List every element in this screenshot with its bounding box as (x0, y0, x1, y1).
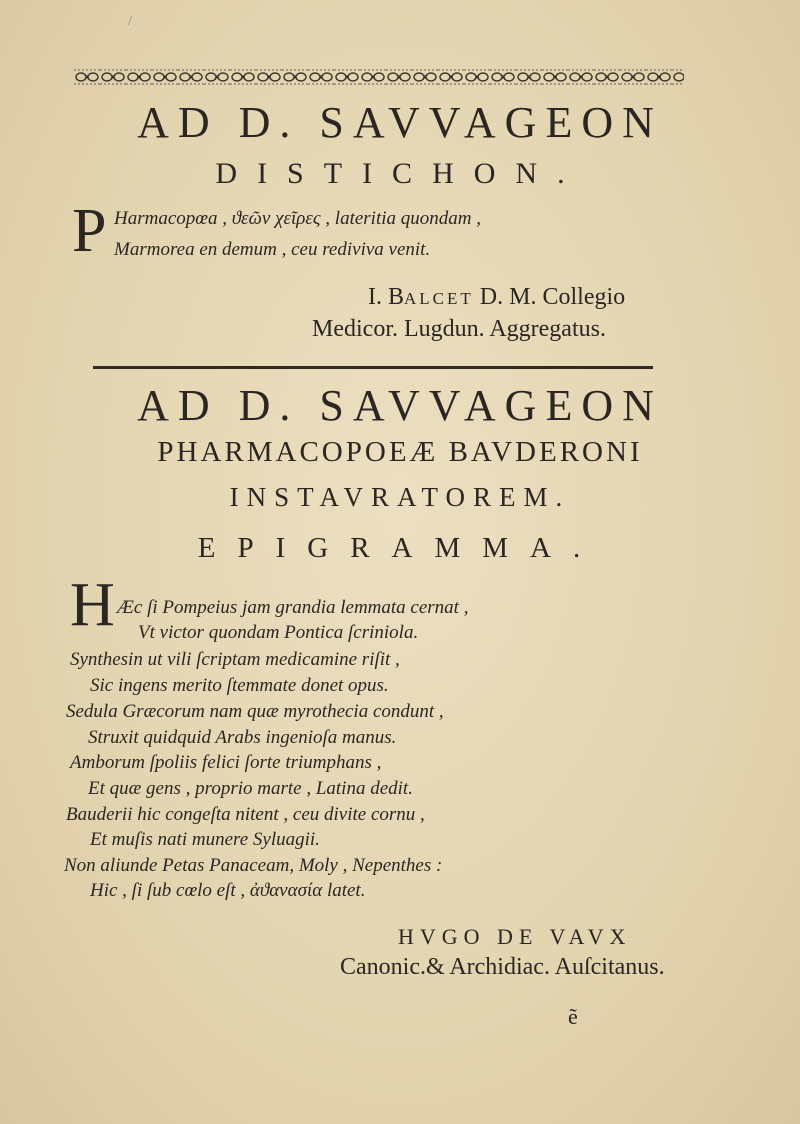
signature-rest: D. M. Collegio (479, 284, 626, 310)
signature-balcet (368, 284, 625, 311)
drop-initial-p: P (72, 197, 107, 265)
epigram-line: Struxit quidquid Arabs ingenioſa manus. (88, 727, 397, 748)
distich-line-2: Marmorea en demum , ceu rediviva venit. (114, 239, 431, 260)
subtitle-epigramma: EPIGRAMMA. (197, 532, 603, 564)
catchword: ẽ (568, 1004, 578, 1029)
signature-hugo-line-2: Canonic.& Archidiac. Auſcitanus. (340, 954, 665, 980)
corner-mark: / (128, 14, 132, 29)
epigram-line: Bauderii hic congeſta nitent , ceu divite cornu , (66, 804, 425, 825)
epigram-line: Et muſis nati munere Syluagii. (90, 829, 320, 850)
epigram-line-2: Vt victor quondam Pontica ſcriniola. (138, 622, 419, 643)
signature-initial: I. (368, 284, 382, 310)
epigram-line: Et quæ gens , proprio marte , Latina dedit. (88, 778, 413, 799)
epigram-line: Synthesin ut vili ſcriptam medicamine riſit , (70, 649, 400, 670)
subtitle-distichon: DISTICHON. (215, 157, 585, 190)
epigram-line: Non aliunde Petas Panaceam, Moly , Nepenthes : (64, 855, 443, 876)
subtitle-instauratorem: INSTAVRATOREM. (229, 482, 571, 512)
epigram-line: Hic , ſi ſub cœlo eſt , ἀϑανασία latet. (90, 880, 366, 901)
signature-hugo-de-vaux: HVGO DE VAVX (398, 924, 632, 949)
signature-name-cap: B (388, 284, 405, 310)
distich-line-1: Harmacopœa , ϑεῶν χεῖρες , lateritia quondam , (114, 208, 481, 229)
horizontal-rule (93, 366, 653, 369)
title-ad-savvageon: AD D. SAVVAGEON (137, 98, 663, 147)
subtitle-pharmacopoeae: PHARMACOPOEÆ BAVDERONI (157, 436, 643, 468)
epigram-line: Sedula Græcorum nam quæ myrothecia condunt , (66, 701, 444, 722)
epigram-line: Amborum ſpoliis felici ſorte triumphans , (70, 752, 382, 773)
drop-initial-h: H (70, 571, 115, 639)
signature-name-rest: ALCET (404, 289, 474, 308)
title-ad-savvageon-2: AD D. SAVVAGEON (137, 381, 663, 430)
ornament-band (74, 68, 684, 86)
epigram-line: Sic ingens merito ſtemmate donet opus. (90, 675, 389, 696)
epigram-line-1: Æc ſi Pompeius jam grandia lemmata cernat , (117, 597, 469, 618)
signature-line-2: Medicor. Lugdun. Aggregatus. (312, 316, 606, 342)
